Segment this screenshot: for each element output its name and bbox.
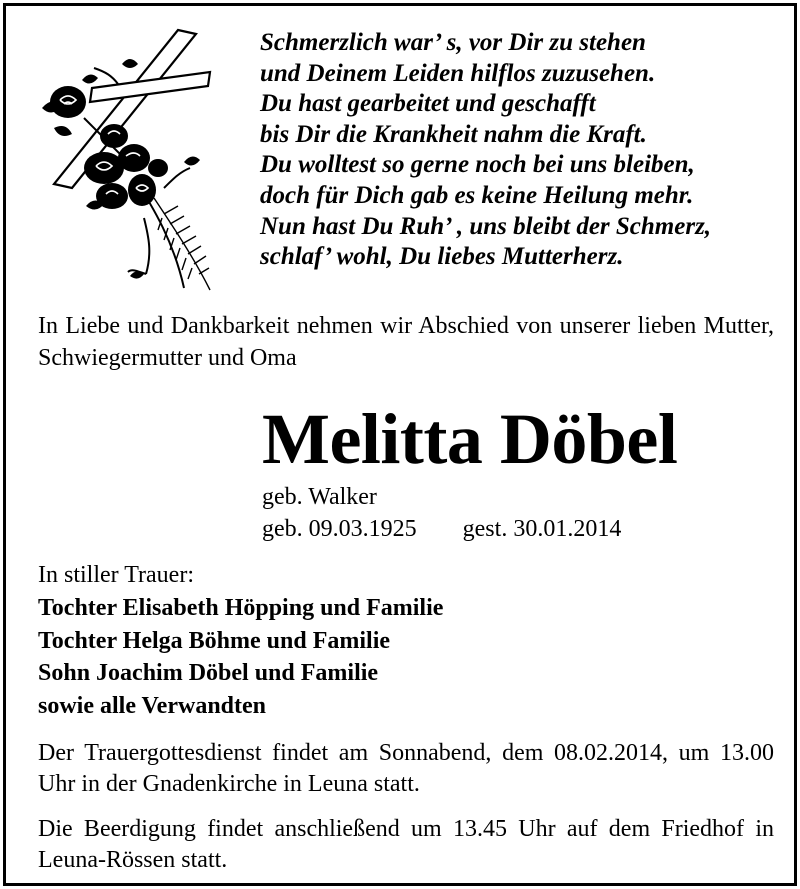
poem-line: Du hast gearbeitet und geschafft [260,90,596,118]
cross-with-roses-icon [34,28,220,294]
poem-line: schlaf’ wohl, Du liebes Mutterherz. [260,243,624,271]
burial-info: Die Beerdigung findet anschließend um 13.45 Uhr auf dem Friedhof in Leuna-Rössen statt. [38,816,774,873]
poem-line: bis Dir die Krankheit nahm die Kraft. [260,120,647,148]
poem-line: Schmerzlich war’ s, vor Dir zu stehen [260,29,646,56]
poem-line: doch für Dich gab es keine Heilung mehr. [260,181,694,209]
death-date: gest. 30.01.2014 [462,516,622,542]
birth-date: geb. 09.03.1925 [262,516,417,542]
mourner-item: Tochter Helga Böhme und Familie [38,627,391,654]
mourner-item: Tochter Elisabeth Höpping und Familie [38,595,444,621]
mourning-heading: In stiller Trauer: [38,562,194,588]
life-dates [262,514,621,544]
deceased-name: Melitta Döbel [262,399,678,479]
service-info: Der Trauergottesdienst findet am Sonnabend, dem 08.02.2014, um 13.00 Uhr in der Gnadenkirche in Leuna statt. [38,740,774,797]
poem-line: Nun hast Du Ruh’ , uns bleibt der Schmerz, [260,212,712,240]
mourners-list [38,592,443,722]
maiden-name: geb. Walker [262,484,377,510]
poem-line: Du wolltest so gerne noch bei uns bleiben, [260,151,695,179]
obituary-frame [3,3,797,886]
poem [260,28,711,273]
mourner-item: Sohn Joachim Döbel und Familie [38,660,379,686]
poem-line: und Deinem Leiden hilflos zuzusehen. [260,59,656,87]
intro-text: In Liebe und Dankbarkeit nehmen wir Abschied von unserer lieben Mutter, Schwiegermutter und Oma [38,313,774,371]
mourner-item: sowie alle Verwandten [38,692,266,719]
